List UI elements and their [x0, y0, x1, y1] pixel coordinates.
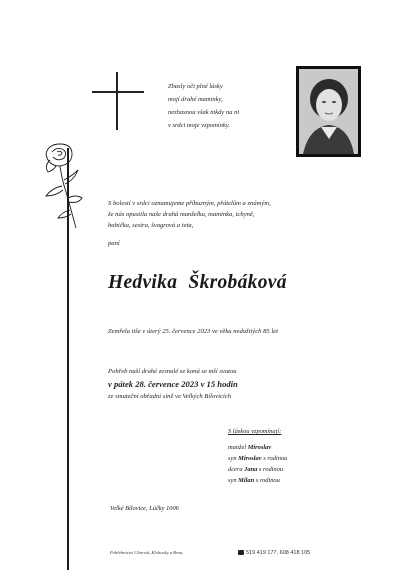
poem-line: mojí drahé maminky, — [168, 96, 223, 103]
mourner-relation: manžel — [228, 444, 247, 451]
mourner-suffix: s rodinou — [255, 477, 280, 484]
intro-line: S bolestí v srdci oznamujeme příbuzným, přátelům a známým, — [108, 200, 271, 207]
funeral-info — [108, 366, 238, 403]
mourner-entry — [228, 464, 287, 475]
mourner-relation: syn — [228, 455, 237, 462]
phone-numbers: 519 419 177, 608 418 105 — [246, 550, 311, 556]
portrait-image — [299, 69, 358, 154]
funeral-agency: Pohřebnictví Charvát, Klobouky u Brna, — [110, 550, 184, 555]
portrait-icon — [299, 69, 358, 154]
cross-icon-horizontal — [92, 91, 144, 93]
mourners-heading: S láskou vzpomínají: — [228, 428, 282, 435]
intro-text — [108, 198, 271, 231]
mourner-relation: syn — [228, 477, 237, 484]
poem-line: Zhasly oči plné lásky — [168, 83, 223, 90]
funeral-location: ze smuteční obřadní síně ve Velkých Bílovicích — [108, 393, 232, 400]
poem-line: v srdci moje vzpomínky. — [168, 122, 230, 129]
vertical-divider — [67, 148, 69, 570]
mourner-suffix: s rodinou — [263, 455, 288, 462]
deceased-name: Hedvika Škrobáková — [108, 272, 287, 293]
poem — [168, 80, 288, 132]
poem-line: nezhasnou však nikdy na ni — [168, 109, 240, 116]
mourner-relation: dcera — [228, 466, 243, 473]
mourner-entry — [228, 475, 287, 486]
mourner-name: Miroslav — [238, 455, 262, 462]
funeral-date: v pátek 28. července 2023 v 15 hodin — [108, 379, 238, 389]
rose-icon — [38, 140, 90, 230]
portrait-photo — [296, 66, 361, 157]
death-notice: Zemřela tiše v úterý 25. července 2023 ve věku nedožitých 85 let — [108, 328, 278, 335]
mourner-suffix: s rodinou — [258, 466, 284, 473]
funeral-line: Pohřeb naší drahé zesnulé se koná se mší svatou — [108, 368, 237, 375]
intro-line: babička, sestra, švagrová a teta, — [108, 222, 194, 229]
mourners-list — [228, 426, 287, 486]
mourner-entry — [228, 442, 287, 453]
address: Velké Bílovice, Lúčky 1006 — [110, 505, 179, 512]
phone-icon — [238, 550, 244, 555]
intro-line: že nás opustila naše drahá manželka, maminka, tchyně, — [108, 211, 255, 218]
mourner-name: Jana — [244, 466, 258, 473]
mourner-name: Milan — [238, 477, 255, 484]
agency-phones — [238, 550, 310, 556]
mourner-entry — [228, 453, 287, 464]
title-word: paní — [108, 240, 120, 247]
cross-icon-vertical — [116, 72, 118, 130]
mourner-name: Miroslav — [247, 444, 272, 451]
